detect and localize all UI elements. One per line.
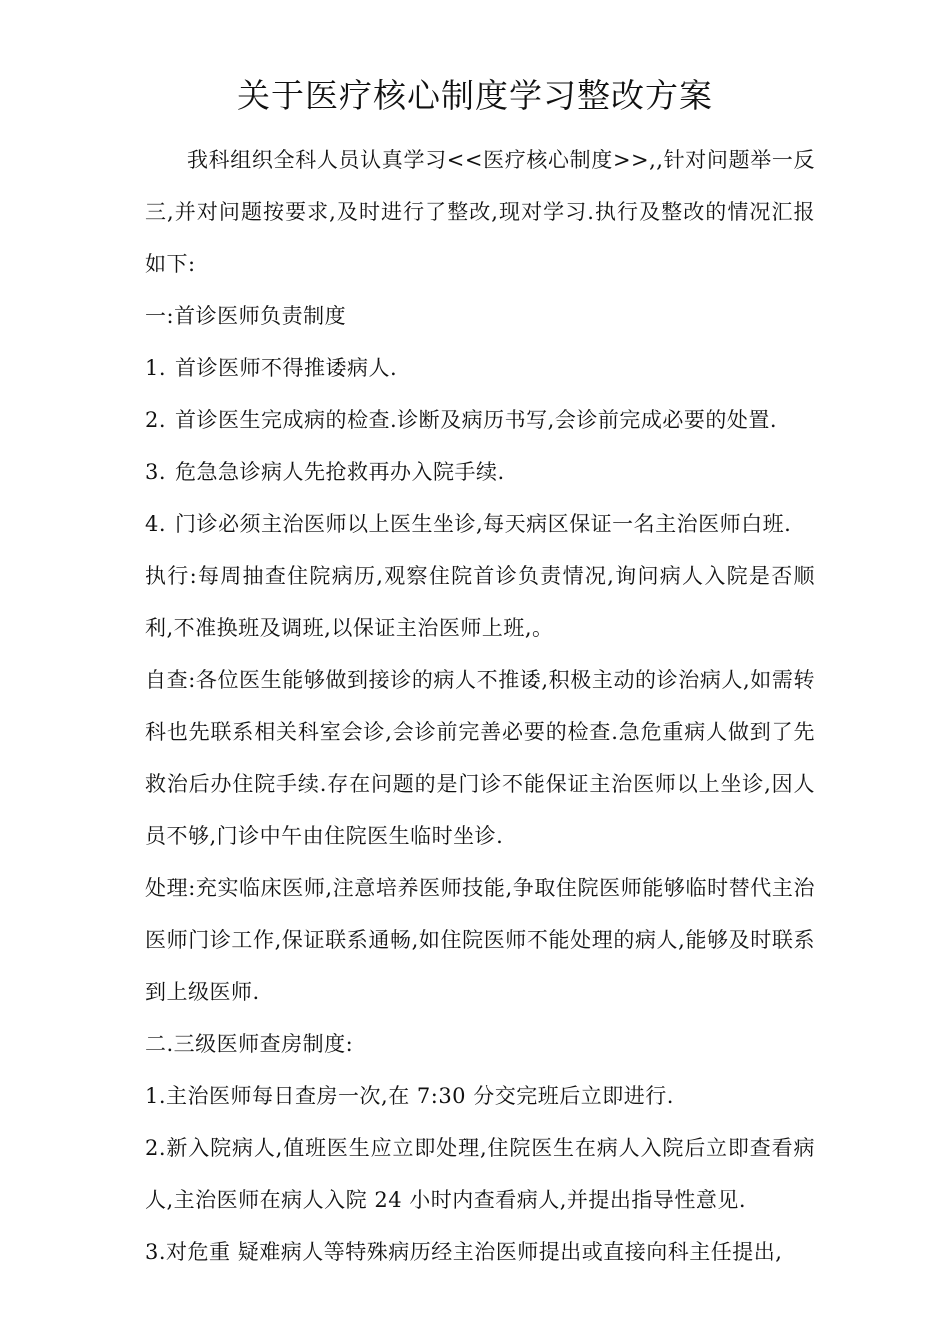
list-item-text: 危急急诊病人先抢救再办入院手续.: [175, 460, 505, 484]
list-item-number: 4.: [145, 512, 167, 536]
rounds-item: 2.新入院病人,值班医生应立即处理,住院医生在病人入院后立即查看病人,主治医师在病人入院 24 小时内查看病人,并提出指导性意见.: [145, 1136, 815, 1212]
rounds-item: 3.对危重 疑难病人等特殊病历经主治医师提出或直接向科主任提出,: [145, 1240, 783, 1264]
list-item-text: 门诊必须主治医师以上医生坐诊,每天病区保证一名主治医师白班.: [175, 512, 792, 536]
section-heading: 二.三级医师查房制度:: [145, 1032, 354, 1056]
list-item-number: 3.: [145, 460, 167, 484]
handling-paragraph: 处理:充实临床医师,注意培养医师技能,争取住院医师能够临时替代主治医师门诊工作,保证联系通畅,如住院医师不能处理的病人,能够及时联系到上级医师.: [145, 876, 815, 1004]
execution-paragraph: 执行:每周抽查住院病历,观察住院首诊负责情况,询问病人入院是否顺利,不准换班及调班,以保证主治医师上班,。: [145, 564, 815, 640]
list-item-text: 首诊医师不得推诿病人.: [175, 356, 398, 380]
document-title: 关于医疗核心制度学习整改方案: [237, 76, 713, 115]
intro-paragraph: 我科组织全科人员认真学习<<医疗核心制度>>,,针对问题举一反三,并对问题按要求,及时进行了整改,现对学习.执行及整改的情况汇报如下:: [145, 148, 815, 276]
list-item-number: 2.: [145, 408, 167, 432]
list-item-text: 首诊医生完成病的检查.诊断及病历书写,会诊前完成必要的处置.: [175, 408, 778, 432]
rounds-item: 1.主治医师每日查房一次,在 7:30 分交完班后立即进行.: [145, 1084, 674, 1108]
section-heading: 一:首诊医师负责制度: [145, 304, 347, 328]
list-item-number: 1.: [145, 356, 167, 380]
self-check-paragraph: 自查:各位医生能够做到接诊的病人不推诿,积极主动的诊治病人,如需转科也先联系相关科室会诊,会诊前完善必要的检查.急危重病人做到了先救治后办住院手续.存在问题的是门诊不能保证主治医师以上坐诊,因人员不够,门诊中午由住院医生临时坐诊.: [145, 668, 815, 848]
list-item: [145, 342, 815, 394]
list-item: [145, 446, 815, 498]
document-body: [145, 134, 815, 1278]
list-item: [145, 394, 815, 446]
list-item: [145, 498, 815, 550]
